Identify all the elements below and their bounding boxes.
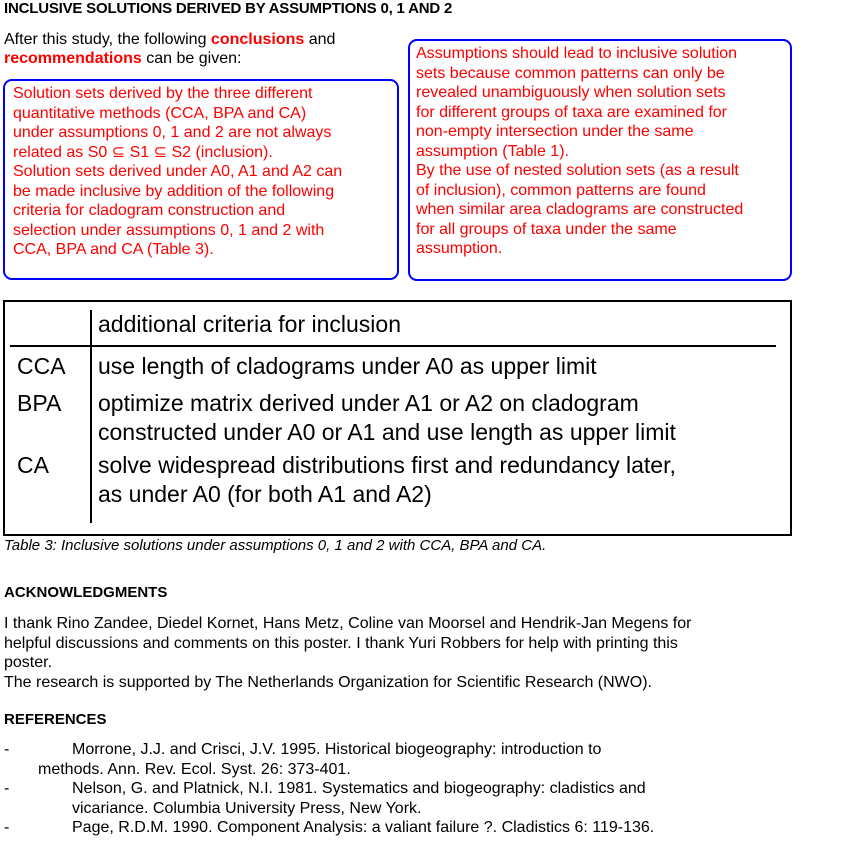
acknowledgments-line: The research is supported by The Netherlands Organization for Scientific Research (NWO). xyxy=(4,673,652,691)
reference-line1: Page, R.D.M. 1990. Component Analysis: a valiant failure ?. Cladistics 6: 119-136. xyxy=(72,819,655,836)
criteria-table xyxy=(3,300,792,536)
box-left-line: Solution sets derived by the three different xyxy=(13,85,313,102)
table-row-text: optimize matrix derived under A1 or A2 on cladogram xyxy=(98,390,639,416)
acknowledgments-line: I thank Rino Zandee, Diedel Kornet, Hans Metz, Coline van Moorsel and Hendrik-Jan Megens for xyxy=(4,615,692,632)
table-row-method: CCA xyxy=(17,353,66,379)
reference-bullet: - xyxy=(4,780,10,797)
reference-bullet: - xyxy=(4,741,10,758)
box-right-line: By the use of nested solution sets (as a result xyxy=(416,162,739,179)
box-right-line: for all groups of taxa under the same xyxy=(416,220,677,238)
table-row-method: CA xyxy=(17,452,49,478)
box-right-line: for different groups of taxa are examined for xyxy=(416,103,727,121)
table-header-divider xyxy=(10,345,776,347)
reference-line2: methods. Ann. Rev. Ecol. Syst. 26: 373-401. xyxy=(38,760,351,778)
table-row-method: BPA xyxy=(17,390,62,416)
table-vertical-divider xyxy=(90,310,92,523)
table-caption: Table 3: Inclusive solutions under assumptions 0, 1 and 2 with CCA, BPA and CA. xyxy=(4,537,547,554)
box-left-line: CCA, BPA and CA (Table 3). xyxy=(13,241,214,258)
table-row-text: constructed under A0 or A1 and use length as upper limit xyxy=(98,419,676,445)
reference-line1: Morrone, J.J. and Crisci, J.V. 1995. Historical biogeography: introduction to xyxy=(72,741,602,758)
table-row-text: as under A0 (for both A1 and A2) xyxy=(98,481,432,507)
acknowledgments-line: helpful discussions and comments on this poster. I thank Yuri Robbers for help with printing this xyxy=(4,634,678,652)
box-left-line: under assumptions 0, 1 and 2 are not always xyxy=(13,124,332,141)
intro-part1: After this study, the following xyxy=(4,31,211,48)
box-right-line: when similar area cladograms are constructed xyxy=(416,201,744,218)
conclusions-box-left xyxy=(3,79,399,280)
table-row-text: solve widespread distributions first and redundancy later, xyxy=(98,452,676,478)
acknowledgments-body xyxy=(4,614,804,692)
acknowledgments-line: poster. xyxy=(4,654,53,671)
box-right-line: revealed unambiguously when solution sets xyxy=(416,84,726,101)
references-heading: REFERENCES xyxy=(4,711,107,728)
conclusions-box-right xyxy=(408,39,792,281)
box-left-line: be made inclusive by addition of the following xyxy=(13,182,335,200)
table-header: additional criteria for inclusion xyxy=(98,311,401,337)
box-right-line: non-empty intersection under the same xyxy=(416,123,694,140)
intro-part3: can be given: xyxy=(141,50,242,67)
reference-line1: Nelson, G. and Platnick, N.I. 1981. Systematics and biogeography: cladistics and xyxy=(72,780,646,797)
box-left-line: quantitative methods (CCA, BPA and CA) xyxy=(13,104,307,122)
box-left-line: selection under assumptions 0, 1 and 2 with xyxy=(13,221,325,239)
box-right-line: sets because common patterns can only be xyxy=(416,64,725,82)
box-left-line: criteria for cladogram construction and xyxy=(13,202,286,219)
box-left-line: Solution sets derived under A0, A1 and A2 can xyxy=(13,163,343,180)
reference-bullet: - xyxy=(4,819,10,836)
box-left-line: related as S0 ⊆ S1 ⊆ S2 (inclusion). xyxy=(13,143,273,161)
reference-line2: vicariance. Columbia University Press, New York. xyxy=(72,799,422,817)
intro-conclusions: conclusions xyxy=(210,31,305,48)
box-right-line: assumption (Table 1). xyxy=(416,142,569,160)
intro-text xyxy=(4,30,394,68)
box-right-line: assumption. xyxy=(416,240,503,257)
box-right-line: Assumptions should lead to inclusive solution xyxy=(416,45,738,62)
intro-part2: and xyxy=(304,31,336,48)
intro-recommendations: recommendations xyxy=(4,50,142,67)
page-title: INCLUSIVE SOLUTIONS DERIVED BY ASSUMPTIONS 0, 1 AND 2 xyxy=(4,0,453,17)
table-row-text: use length of cladograms under A0 as upper limit xyxy=(98,353,597,379)
box-right-line: of inclusion), common patterns are found xyxy=(416,181,706,199)
acknowledgments-heading: ACKNOWLEDGMENTS xyxy=(4,584,168,601)
